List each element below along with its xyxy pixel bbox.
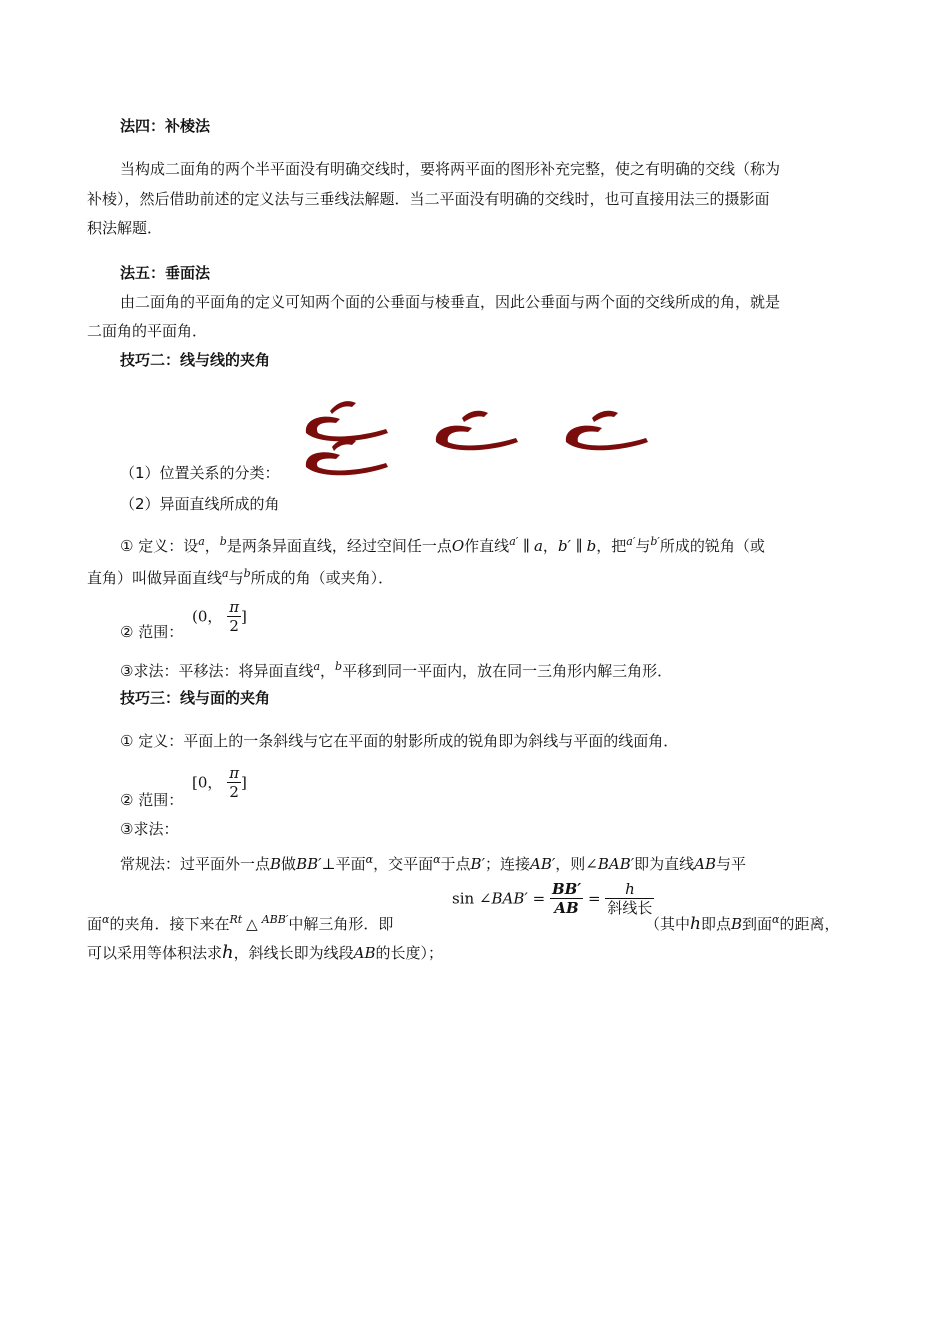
range-open: [0，	[192, 773, 223, 792]
var-alpha: α	[433, 853, 441, 866]
var-alpha: α	[772, 913, 780, 926]
text: 常规法：过平面外一点	[120, 855, 271, 873]
text: 到面	[742, 915, 773, 933]
tip3-range-label: ② 范围：	[120, 791, 184, 809]
text: 做	[281, 855, 297, 873]
text: 平移到同一平面内，放在同一三角形内解三角形．	[342, 662, 673, 680]
text: 平面	[335, 855, 366, 873]
tip3-range-formula	[192, 764, 247, 801]
two: 2	[229, 617, 239, 635]
tip3-method-line2-right	[645, 910, 839, 934]
text: 中解三角形．即	[288, 915, 394, 933]
range-close: ]	[241, 773, 247, 792]
range-close: ]	[241, 607, 247, 626]
text: 所成的角（或夹角）．	[250, 569, 394, 587]
tip3-def: ① 定义：平面上的一条斜线与它在平面的射影所成的锐角即为斜线与平面的线面角．	[120, 732, 679, 750]
tip2-item1: （1）位置关系的分类：	[120, 464, 280, 482]
tip2-def-line1	[120, 532, 765, 556]
text: ，把	[596, 537, 627, 555]
sine-formula	[452, 880, 654, 917]
var-a: a	[313, 660, 321, 673]
text: 的距离，	[779, 915, 840, 933]
var-a: a	[533, 537, 543, 555]
method5-line2: 二面角的平面角．	[87, 322, 208, 340]
sin: sin	[452, 889, 475, 908]
two: 2	[229, 783, 239, 801]
pi: π	[229, 598, 240, 616]
var-AB: AB	[353, 944, 376, 962]
perp-sign: ⊥	[321, 855, 336, 873]
method4-title: 法四：补棱法	[120, 117, 211, 135]
var-a: a	[198, 535, 205, 548]
tip2-def-line2	[87, 564, 393, 588]
pi: π	[229, 764, 240, 782]
var-Bp: B′	[470, 855, 485, 873]
den-AB: AB	[554, 899, 579, 917]
var-B: B	[270, 855, 282, 873]
parallel-sign: ∥	[523, 537, 530, 555]
text: 即点	[700, 915, 731, 933]
text: 面	[87, 915, 103, 933]
angle-BABp: ∠BAB′	[585, 855, 635, 873]
num-h: h	[605, 880, 654, 899]
method4-line2: 补棱），然后借助前述的定义法与三垂线法解题．当二平面没有明确的交线时，也可直接用法三的摄影面	[87, 190, 770, 208]
var-b: b	[219, 535, 227, 548]
text: 所成的锐角（或	[659, 537, 765, 555]
text: 与	[635, 537, 651, 555]
equals: =	[532, 889, 546, 908]
tip2-range-formula	[192, 598, 247, 635]
angle-BABp: ∠BAB′	[478, 889, 528, 908]
var-ABBp: ABB′	[261, 913, 289, 926]
text: ，交平面	[373, 855, 434, 873]
var-a: a	[222, 567, 229, 580]
var-AB: AB	[694, 855, 717, 873]
var-b: b	[243, 567, 251, 580]
skew-symbol-icon	[562, 410, 652, 452]
var-a-prime: a′	[509, 535, 519, 548]
text: 的长度）；	[375, 944, 443, 962]
tip3-method-label: ③求法：	[120, 820, 179, 838]
text: 即为直线	[634, 855, 695, 873]
text: ，斜线长即为线段	[233, 944, 354, 962]
text: 直角）叫做异面直线	[87, 569, 223, 587]
text: 的夹角．接下来在	[109, 915, 230, 933]
var-alpha: α	[365, 853, 374, 866]
var-ABp: AB′	[530, 855, 556, 873]
text: ，	[204, 537, 220, 555]
parallel-sign: ∥	[575, 537, 583, 555]
text: ，	[542, 537, 558, 555]
text: 可以采用等体积法求	[87, 944, 223, 962]
parallel-symbol-icon	[432, 410, 522, 452]
text: ；连接	[484, 855, 530, 873]
method5-line1: 由二面角的平面角的定义可知两个面的公垂面与棱垂直，因此公垂面与两个面的交线所成的角，就是	[120, 293, 781, 311]
var-alpha: α	[102, 913, 110, 926]
tip2-title: 技巧二：线与线的夹角	[120, 351, 271, 369]
Rt: Rt	[229, 913, 243, 926]
method5-title: 法五：垂面法	[120, 264, 211, 282]
var-b-prime: b′	[557, 537, 571, 555]
text: 是两条异面直线，经过空间任一点	[226, 537, 452, 555]
var-a-prime: a′	[626, 535, 636, 548]
method4-line1: 当构成二面角的两个半平面没有明确交线时，要将两平面的图形补充完整，使之有明确的交线（称为	[120, 160, 781, 178]
var-b-prime: b′	[650, 535, 660, 548]
tip2-item2: （2）异面直线所成的角	[120, 495, 280, 513]
num-BBp: BB′	[551, 880, 582, 898]
text: ③求法：平移法：将异面直线	[120, 662, 314, 680]
tip2-range-label: ② 范围：	[120, 623, 184, 641]
text: ，则	[555, 855, 586, 873]
text: ① 定义：设	[120, 537, 199, 555]
range-open: (0，	[192, 607, 223, 626]
tip3-method-line1	[120, 850, 746, 874]
text: 于点	[440, 855, 471, 873]
tip3-method-line3	[87, 943, 443, 963]
pi-over-2	[227, 764, 241, 801]
text: 作直线	[464, 537, 510, 555]
var-h: h	[222, 942, 234, 963]
var-BBp: BB′	[296, 855, 322, 873]
text: ，	[320, 662, 336, 680]
text: （其中	[645, 915, 691, 933]
tip3-title: 技巧三：线与面的夹角	[120, 689, 271, 707]
frac-BBp-AB	[550, 880, 583, 917]
triangle-sign: △	[246, 915, 258, 933]
var-B: B	[730, 915, 743, 933]
equals: =	[588, 889, 601, 908]
var-b: b	[586, 537, 597, 555]
tip2-method	[120, 657, 672, 681]
text: 与	[228, 569, 244, 587]
intersect-symbol-icon	[300, 395, 395, 477]
var-h: h	[690, 914, 701, 934]
tip3-method-line2	[87, 910, 393, 934]
method4-line3: 积法解题．	[87, 219, 163, 237]
den-slant: 斜线长	[607, 899, 653, 917]
var-b: b	[335, 660, 343, 673]
pi-over-2	[227, 598, 241, 635]
var-O: O	[451, 537, 465, 555]
text: 与平	[716, 855, 747, 873]
